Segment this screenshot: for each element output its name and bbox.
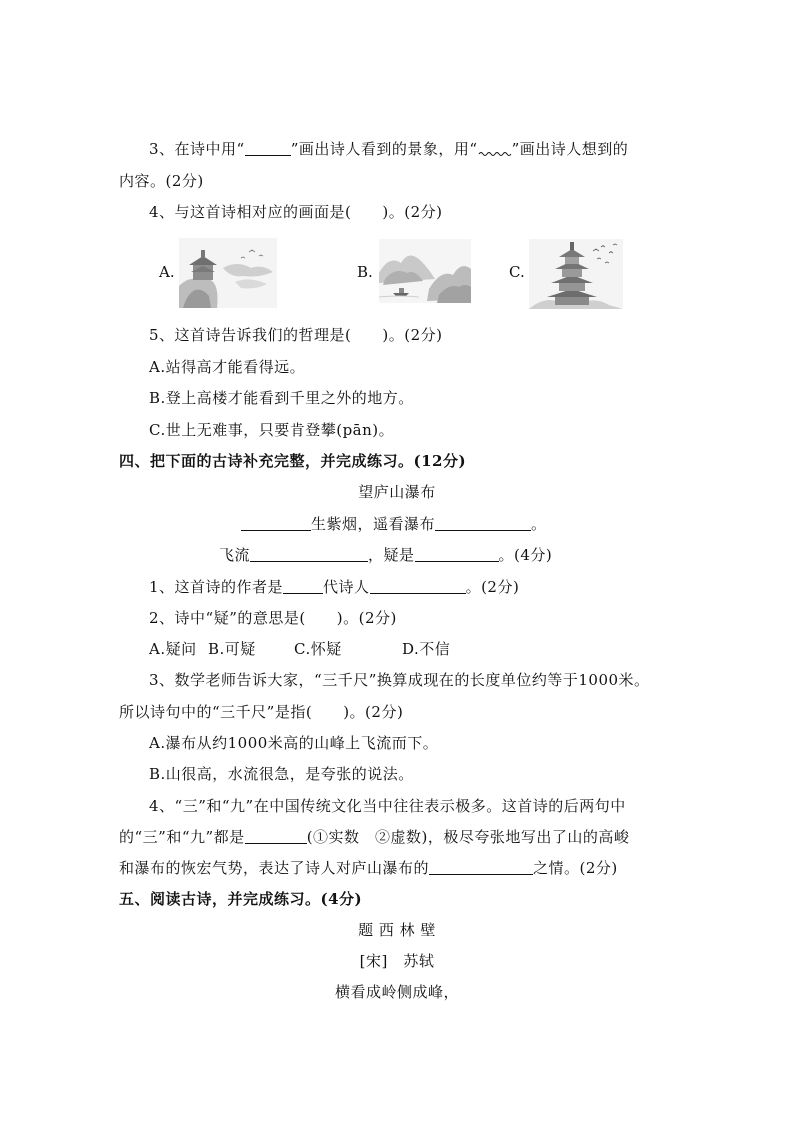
s4-q1 bbox=[149, 577, 519, 597]
s4-q1-text-b: 代诗人 bbox=[323, 578, 370, 596]
wavy-underline-sample-icon bbox=[478, 143, 512, 157]
s4-q4-line-3 bbox=[119, 858, 618, 878]
straight-underline-sample bbox=[245, 140, 291, 156]
poem-line-2-text-c: 。(4分) bbox=[498, 546, 553, 564]
boat-and-mountains-painting-icon bbox=[379, 239, 471, 303]
blank-line[interactable] bbox=[429, 859, 533, 875]
poem-line-1 bbox=[241, 514, 547, 534]
blank-line[interactable] bbox=[250, 546, 368, 562]
choice-a: A.疑问 bbox=[149, 640, 197, 658]
q3-text-3: ”画出诗人想到的 bbox=[511, 140, 629, 158]
poem-line-2 bbox=[219, 545, 552, 565]
q4-question: 4、与这首诗相对应的画面是( )。(2分) bbox=[149, 203, 443, 221]
q4-option-a-label: A. bbox=[159, 263, 175, 281]
blank-line[interactable] bbox=[283, 578, 323, 594]
q3-line-2: 内容。(2分) bbox=[119, 172, 204, 190]
section4-heading: 四、把下面的古诗补充完整，并完成练习。(12分) bbox=[119, 452, 467, 470]
s4-q4-line-1: 4、“三”和“九”在中国传统文化当中往往表示极多。这首诗的后两句中 bbox=[149, 797, 626, 815]
blank-line[interactable] bbox=[415, 546, 499, 562]
choice-c: C.怀疑 bbox=[294, 640, 342, 658]
blank-line[interactable] bbox=[370, 578, 466, 594]
q5-option-a: A.站得高才能看得远。 bbox=[149, 358, 306, 376]
pagoda-tower-with-birds-painting-icon bbox=[529, 239, 623, 309]
s4-q3-line-2: 所以诗句中的“三千尺”是指( )。(2分) bbox=[119, 703, 404, 721]
q3-text-1: 3、在诗中用“ bbox=[149, 140, 245, 158]
s4-q3-line-1: 3、数学老师告诉大家，“三千尺”换算成现在的长度单位约等于1000米。 bbox=[149, 671, 650, 689]
s4-q4-line-2 bbox=[119, 827, 629, 847]
poem-line-1-text: 生紫烟，遥看瀑布 bbox=[311, 515, 436, 533]
s4-q4-text-c: 和瀑布的恢宏气势，表达了诗人对庐山瀑布的 bbox=[119, 859, 430, 877]
s4-q2-choices bbox=[149, 639, 450, 659]
choice-b: B.可疑 bbox=[208, 640, 256, 658]
poem-line-2-text-a: 飞流 bbox=[219, 546, 251, 564]
q3-line-1 bbox=[149, 139, 628, 159]
choice-d: D.不信 bbox=[402, 640, 451, 658]
poem-line-1-end: 。 bbox=[531, 515, 547, 533]
section5-poem-line-1: 横看成岭侧成峰， bbox=[334, 983, 459, 1001]
q3-text-2: ”画出诗人看到的景象，用“ bbox=[290, 140, 478, 158]
q5-option-c: C.世上无难事，只要肯登攀(pān)。 bbox=[149, 421, 395, 439]
section5-heading: 五、阅读古诗，并完成练习。(4分) bbox=[119, 890, 363, 908]
blank-line[interactable] bbox=[435, 515, 531, 531]
q5-option-b: B.登上高楼才能看到千里之外的地方。 bbox=[149, 389, 414, 407]
section5-poem-author: [宋] 苏轼 bbox=[359, 952, 435, 970]
q4-option-b-label: B. bbox=[357, 263, 373, 281]
s4-q4-text-a: 的“三”和“九”都是 bbox=[119, 828, 245, 846]
q4-option-c-label: C. bbox=[509, 263, 525, 281]
blank-line[interactable] bbox=[241, 515, 311, 531]
section5-poem-title: 题 西 林 壁 bbox=[358, 921, 436, 939]
q5-question: 5、这首诗告诉我们的哲理是( )。(2分) bbox=[149, 326, 443, 344]
s4-q1-text-c: 。(2分) bbox=[465, 578, 520, 596]
tower-on-cliff-painting-icon bbox=[179, 238, 277, 308]
s4-q4-text-d: 之情。(2分) bbox=[533, 859, 618, 877]
s4-q1-text-a: 1、这首诗的作者是 bbox=[149, 578, 284, 596]
s4-q4-text-b: (①实数 ②虚数)，极尽夸张地写出了山的高峻 bbox=[306, 828, 630, 846]
s4-q2: 2、诗中“疑”的意思是( )。(2分) bbox=[149, 609, 397, 627]
blank-line[interactable] bbox=[245, 828, 307, 844]
poem-line-2-text-b: ，疑是 bbox=[368, 546, 415, 564]
section4-poem-title: 望庐山瀑布 bbox=[358, 483, 436, 501]
s4-q3-option-a: A.瀑布从约1000米高的山峰上飞流而下。 bbox=[149, 734, 439, 752]
s4-q3-option-b: B.山很高，水流很急，是夸张的说法。 bbox=[149, 765, 414, 783]
